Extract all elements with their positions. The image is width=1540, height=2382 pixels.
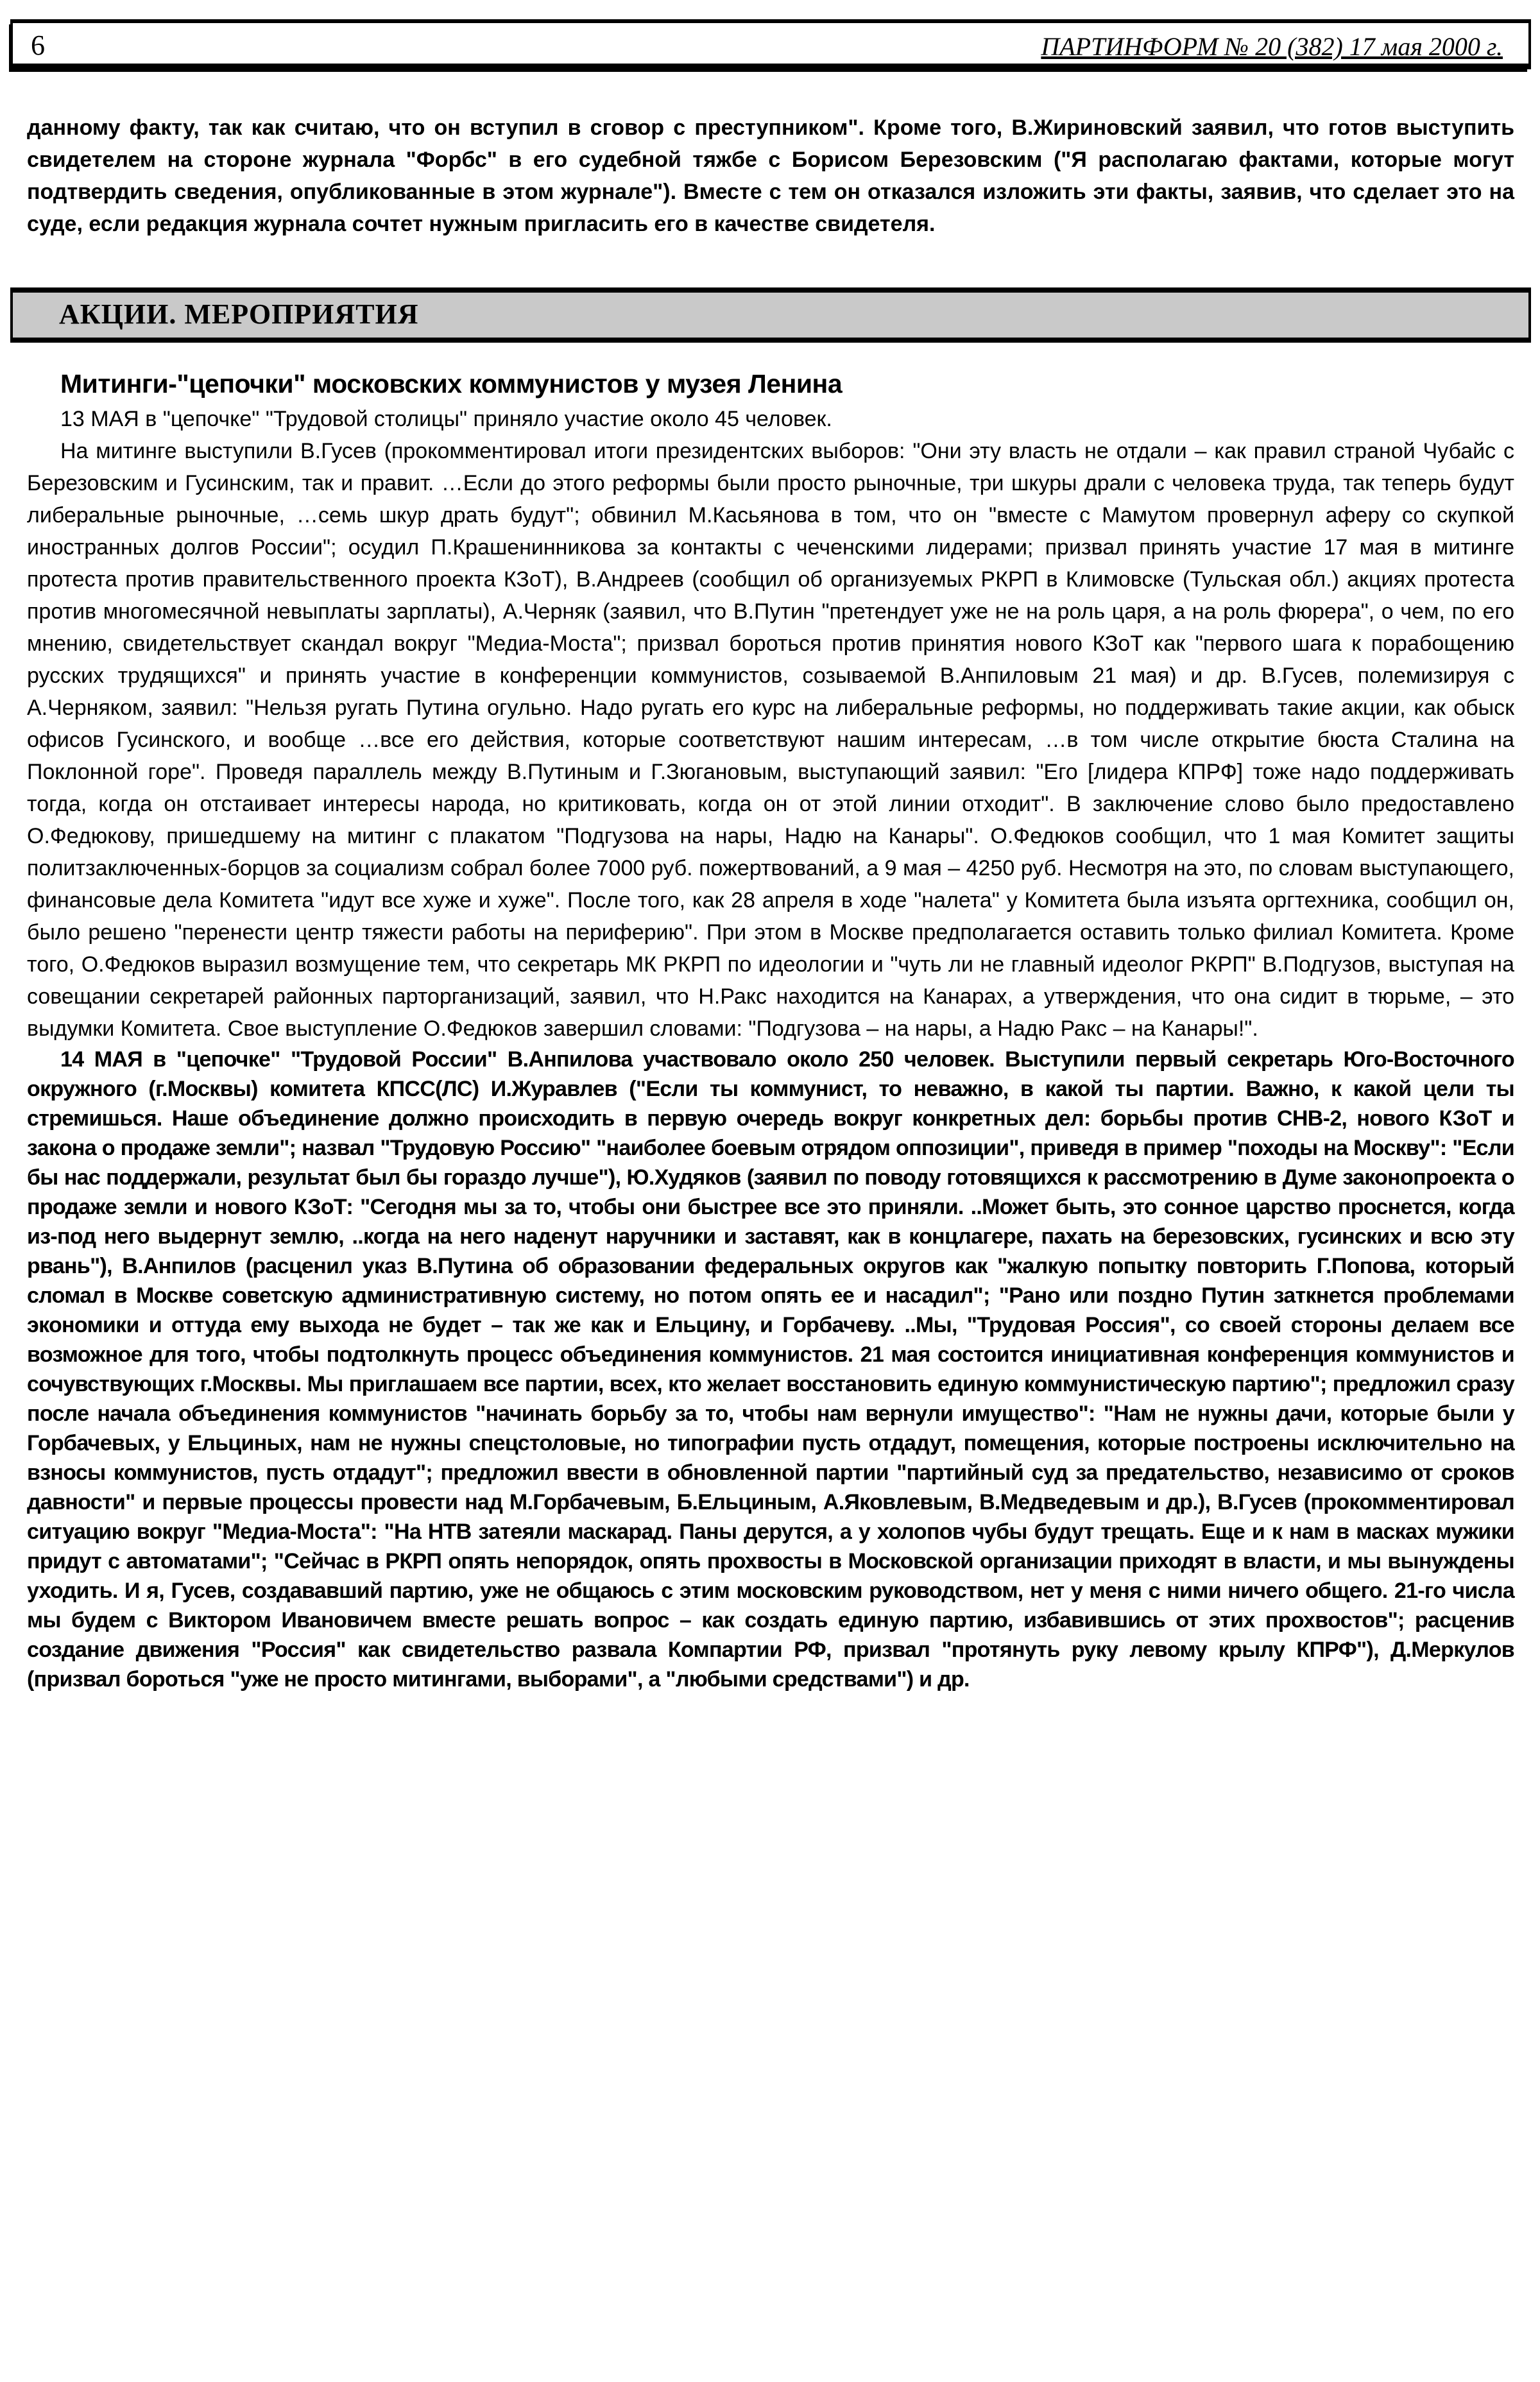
issue-title: ПАРТИНФОРМ № 20 (382) 17 мая 2000 г. bbox=[1041, 32, 1503, 61]
page-header bbox=[10, 19, 1531, 69]
article-heading: Митинги-"цепочки" московских коммунистов у музея Ленина bbox=[60, 369, 843, 398]
page-number: 6 bbox=[31, 30, 45, 61]
article bbox=[27, 368, 1514, 1694]
section-title: АКЦИИ. МЕРОПРИЯТИЯ bbox=[59, 298, 419, 330]
intro-continuation-paragraph: данному факту, так как считаю, что он вступил в сговор с преступником". Кроме того, В.Жириновский заявил, что готов выступить свидетелем на стороне журнала "Форбс" в его судебной тяжбе с Борисом Березовским ("Я располагаю фактами, которые могут подтвердить сведения, опубликованные в этом журнале"). Вместе с тем он отказался изложить эти факты, заявив, что сделает это на суде, если редакция журнала сочтет нужным пригласить его в качестве свидетеля. bbox=[27, 116, 1514, 236]
paragraph-meeting-report: На митинге выступили В.Гусев (прокомментировал итоги президентских выборов: "Они эту власть не отдали – как правил страной Чубайс с Березовским и Гусинским, так и правит. …Если до этого реформы были просто рыночные, три шкуры драли с человека труда, так теперь будут либеральные рыночные, …семь шкур драть будут"; обвинил М.Касьянова в том, что он "вместе с Мамутом провернул аферу со скупкой иностранных долгов России"; осудил П.Крашенинникова за контакты с чеченскими лидерами; призвал принять участие 17 мая в митинге протеста против правительственного проекта КЗоТ), В.Андреев (сообщил об организуемых РКРП в Климовске (Тульская обл.) акциях протеста против многомесячной невыплаты зарплаты), А.Черняк (заявил, что В.Путин "претендует уже не на роль царя, а на роль фюрера", о чем, по его мнению, свидетельствует скандал вокруг "Медиа-Моста"; призвал бороться против принятия нового КЗоТ как "первого шага к порабощению русских трудящихся" и принять участие в конференции коммунистов, созываемой В.Анпиловым 21 мая) и др. В.Гусев, полемизируя с А.Черняком, заявил: "Нельзя ругать Путина огульно. Надо ругать его курс на либеральные реформы, но поддерживать такие акции, как обыск офисов Гусинского, и вообще …все его действия, которые соответствуют нашим интересам, …в том числе открытие бюста Сталина на Поклонной горе". Проведя параллель между В.Путиным и Г.Зюгановым, выступающий заявил: "Его [лидера КПРФ] тоже надо поддерживать тогда, когда он отстаивает интересы народа, но критиковать, когда он от этой линии отходит". В заключение слово было предоставлено О.Федюкову, пришедшему на митинг с плакатом "Подгузова на нары, Надю на Канары". О.Федюков сообщил, что 1 мая Комитет защиты политзаключенных-борцов за социализм собрал более 7000 руб. пожертвований, а 9 мая – 4250 руб. Несмотря на это, по словам выступающего, финансовые дела Комитета "идут все хуже и хуже". После того, как 28 апреля в ходе "налета" у Комитета была изъята оргтехника, сообщил он, было решено "перенести центр тяжести работы на периферию". При этом в Москве предполагается оставить только филиал Комитета. Кроме того, О.Федюков выразил возмущение тем, что секретарь МК РКРП по идеологии и "чуть ли не главный идеолог РКРП" В.Подгузов, выступая на совещании секретарей районных парторганизаций, заявил, что Н.Ракс находится на Канарах, а утверждения, что она сидит в тюрьме, – это выдумки Комитета. Свое выступление О.Федюков завершил словами: "Подгузова – на нары, а Надю Ракс – на Канары!". bbox=[27, 439, 1514, 1041]
paragraph-13-may: 13 МАЯ в "цепочке" "Трудовой столицы" приняло участие около 45 человек. bbox=[60, 407, 832, 431]
paragraph-14-may: 14 МАЯ в "цепочке" "Трудовой России" В.Анпилова участвовало около 250 человек. Выступили первый секретарь Юго-Восточного окружного (г.Москвы) комитета КПСС(ЛС) И.Журавлев ("Если ты коммунист, то неважно, в какой ты партии. Важно, к какой цели ты стремишься. Наше объединение должно происходить в первую очередь вокруг конкретных дел: борьбы против СНВ-2, нового КЗоТ и закона о продаже земли"; назвал "Трудовую Россию" "наиболее боевым отрядом оппозиции", приведя в пример "походы на Москву": "Если бы нас поддержали, результат был бы гораздо лучше"), Ю.Худяков (заявил по поводу готовящихся к рассмотрению в Думе законопроекта о продаже земли и нового КЗоТ: "Сегодня мы за то, чтобы они быстрее все это приняли. ..Может быть, это сонное царство проснется, когда из-под него выдернут землю, ..когда на него наденут наручники и заставят, как в концлагере, пахать на березовских, гусинских и всю эту рвань"), В.Анпилов (расценил указ В.Путина об образовании федеральных округов как "жалкую попытку повторить Г.Попова, который сломал в Москве советскую административную систему, но потом опять ее и насадил"; "Рано или поздно Путин заткнется проблемами экономики и оттуда ему выхода не будет – так же как и Ельцину, и Горбачеву. ..Мы, "Трудовая Россия", со своей стороны делаем все возможное для того, чтобы подтолкнуть процесс объединения коммунистов. 21 мая состоится инициативная конференция коммунистов и сочувствующих г.Москвы. Мы приглашаем все партии, всех, кто желает восстановить единую коммунистическую партию"; предложил сразу после начала объединения коммунистов "начинать борьбу за то, чтобы нам вернули имущество": "Нам не нужны дачи, которые были у Горбачевых, у Ельциных, нам не нужны спецстоловые, но типографии пусть отдадут, помещения, которые построены исключительно на взносы коммунистов, пусть отдадут"; предложил ввести в обновленной партии "партийный суд за предательство, независимо от сроков давности" и первые процессы провести над М.Горбачевым, Б.Ельциным, А.Яковлевым, В.Медведевым и др.), В.Гусев (прокомментировал ситуацию вокруг "Медиа-Моста": "На НТВ затеяли маскарад. Паны дерутся, а у холопов чубы будут трещать. Еще и к нам в масках мужики придут с автоматами"; "Сейчас в РКРП опять непорядок, опять прохвосты в Московской организации приходят в власти, и мы вынуждены уходить. И я, Гусев, создававший партию, уже не общаюсь с этим московским руководством, нет у меня с ними ничего общего. 21-го числа мы будем с Виктором Ивановичем вместе решать вопрос – как создать единую партию, избавившись от этих прохвостов"; расценив создание движения "Россия" как свидетельство развала Компартии РФ, призвал "протянуть руку левому крылу КПРФ"), Д.Меркулов (призвал бороться "уже не просто митингами, выборами", а "любыми средствами") и др. bbox=[27, 1047, 1514, 1692]
section-bar bbox=[10, 287, 1531, 343]
